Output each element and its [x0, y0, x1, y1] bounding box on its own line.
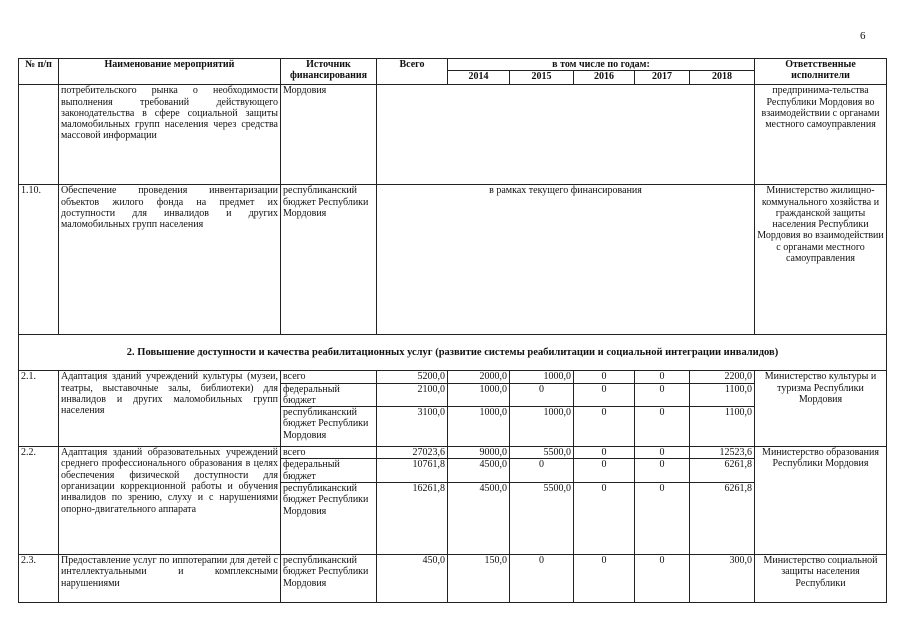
table-row — [19, 555, 887, 603]
funding-source: федеральный бюджет — [281, 383, 377, 407]
funding-source: всего — [281, 371, 377, 383]
row-number: 2.1. — [19, 371, 59, 447]
amount-2016: 0 — [574, 383, 635, 407]
table-row — [19, 185, 887, 335]
amount-total: 450,0 — [377, 555, 448, 603]
table-row — [19, 371, 887, 383]
amount-total: 27023,6 — [377, 447, 448, 459]
responsible: Министерство образования Республики Мордовия — [755, 447, 887, 555]
responsible: Министерство культуры и туризма Республики Мордовия — [755, 371, 887, 447]
funding-source: республиканский бюджет Республики Мордовия — [281, 407, 377, 447]
amount-2017: 0 — [635, 447, 690, 459]
year-header: 2015 — [510, 71, 574, 85]
amount-2018: 6261,8 — [690, 483, 755, 555]
amount-2016: 0 — [574, 407, 635, 447]
amount-2018: 6261,8 — [690, 459, 755, 483]
year-header: 2016 — [574, 71, 635, 85]
responsible: Министерство жилищно-коммунального хозяйства и гражданской защиты населения Республики Мордовия во взаимодействии с органами местного самоуправления — [755, 185, 887, 335]
col-resp-header: Ответственные исполнители — [755, 59, 887, 85]
amount-2015: 0 — [510, 459, 574, 483]
amount-2016: 0 — [574, 555, 635, 603]
col-source-header: Источник финансирования — [281, 59, 377, 85]
amount-2015: 1000,0 — [510, 371, 574, 383]
col-years-header: в том числе по годам: — [448, 59, 755, 71]
section-row — [19, 335, 887, 371]
responsible: предпринима-тельства Республики Мордовия во взаимодействии с органами местного самоуправления — [755, 85, 887, 185]
measure-name: Обеспечение проведения инвентаризации объектов жилого фонда на предмет их доступности для инвалидов и других маломобильных групп населения — [59, 185, 281, 335]
row-number: 1.10. — [19, 185, 59, 335]
amount-2017: 0 — [635, 459, 690, 483]
table-row — [19, 447, 887, 459]
year-header: 2018 — [690, 71, 755, 85]
funding-source: республиканский бюджет Республики Мордовия — [281, 185, 377, 335]
amount-2018: 12523,6 — [690, 447, 755, 459]
col-total-header: Всего — [377, 59, 448, 85]
year-header: 2014 — [448, 71, 510, 85]
amount-2018: 300,0 — [690, 555, 755, 603]
funding-source: Мордовия — [281, 85, 377, 185]
measure-name: Предоставление услуг по иппотерапии для детей с интеллектуальными и комплексными нарушениями — [59, 555, 281, 603]
amount-2018: 1100,0 — [690, 407, 755, 447]
year-header: 2017 — [635, 71, 690, 85]
funding-source: федеральный бюджет — [281, 459, 377, 483]
amount-2014: 4500,0 — [448, 459, 510, 483]
measure-name: Адаптация зданий образовательных учреждений среднего профессионального образования в целях обеспечения физической доступности для организации коррекционной работы и обучения инвалидов по зрению, слуху и с нарушениями опорно-двигательного аппарата — [59, 447, 281, 555]
amount-2017: 0 — [635, 483, 690, 555]
amount-2015: 0 — [510, 383, 574, 407]
col-num-header: № п/п — [19, 59, 59, 85]
funding-source: всего — [281, 447, 377, 459]
amount-2017: 0 — [635, 371, 690, 383]
amount-total: 10761,8 — [377, 459, 448, 483]
amount-2014: 1000,0 — [448, 383, 510, 407]
amount-2015: 5500,0 — [510, 447, 574, 459]
amount-2017: 0 — [635, 407, 690, 447]
amount-2014: 2000,0 — [448, 371, 510, 383]
amount-total: 5200,0 — [377, 371, 448, 383]
measure-name: Адаптация зданий учреждений культуры (музеи, театры, выставочные залы, библиотеки) для инвалидов и других маломобильных групп населения — [59, 371, 281, 447]
amount-2018: 2200,0 — [690, 371, 755, 383]
funding-source: республиканский бюджет Республики Мордовия — [281, 555, 377, 603]
amount-2014: 4500,0 — [448, 483, 510, 555]
table-row — [19, 85, 887, 185]
amount-total: 2100,0 — [377, 383, 448, 407]
measure-name: потребительского рынка о необходимости выполнения требований действующего законодательства в сфере социальной защиты маломобильных групп населения через средства массовой информации — [59, 85, 281, 185]
amount-2017: 0 — [635, 383, 690, 407]
amount-2015: 0 — [510, 555, 574, 603]
amount-2016: 0 — [574, 459, 635, 483]
measures-table — [18, 58, 887, 603]
amount-total: 16261,8 — [377, 483, 448, 555]
amount-2014: 150,0 — [448, 555, 510, 603]
amount-2016: 0 — [574, 483, 635, 555]
financing-note: в рамках текущего финансирования — [377, 185, 755, 335]
amount-total: 3100,0 — [377, 407, 448, 447]
section-heading: 2. Повышение доступности и качества реабилитационных услуг (развитие системы реабилитации и социальной интеграции инвалидов) — [19, 335, 887, 371]
amount-2017: 0 — [635, 555, 690, 603]
funding-source: республиканский бюджет Республики Мордовия — [281, 483, 377, 555]
page-number: 6 — [860, 30, 866, 42]
col-name-header: Наименование мероприятий — [59, 59, 281, 85]
amount-2014: 1000,0 — [448, 407, 510, 447]
amount-2016: 0 — [574, 447, 635, 459]
row-number: 2.3. — [19, 555, 59, 603]
row-number: 2.2. — [19, 447, 59, 555]
amount-2014: 9000,0 — [448, 447, 510, 459]
amount-2015: 1000,0 — [510, 407, 574, 447]
amount-2015: 5500,0 — [510, 483, 574, 555]
amount-2018: 1100,0 — [690, 383, 755, 407]
responsible: Министерство социальной защиты населения Республики — [755, 555, 887, 603]
amount-2016: 0 — [574, 371, 635, 383]
